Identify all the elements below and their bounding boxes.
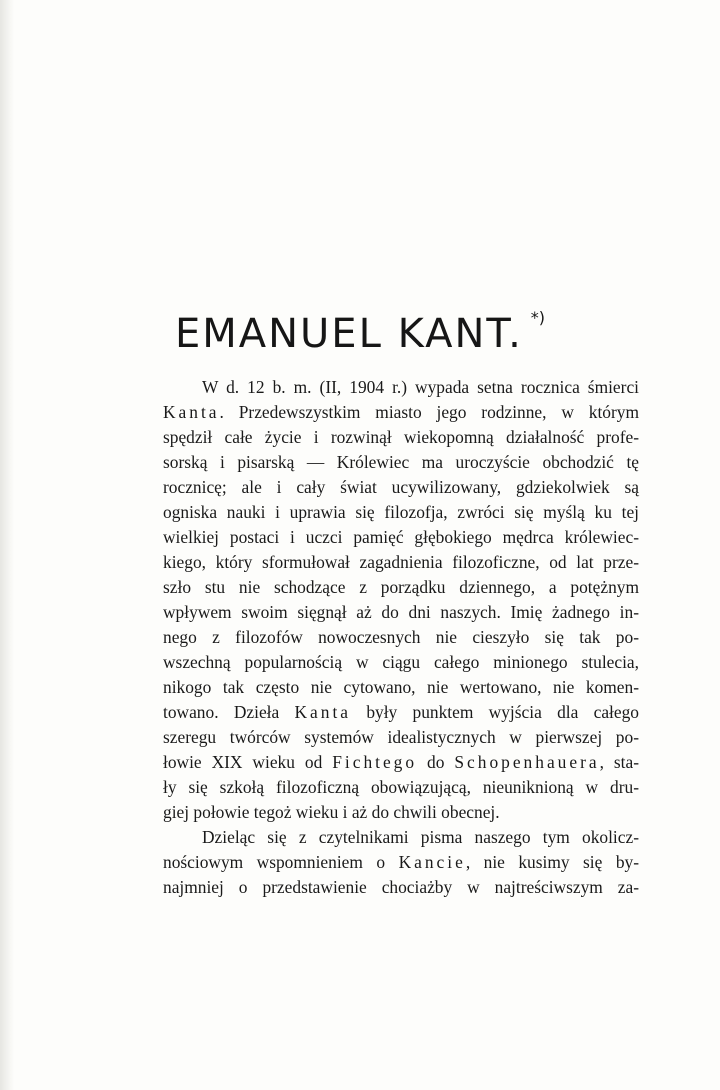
text-line xyxy=(163,550,639,575)
text-line xyxy=(163,400,639,425)
text-segment: najmniej o przedstawienie chociażby w najtreściwszym za- xyxy=(163,877,639,897)
text-segment: były punktem wyjścia dla całego xyxy=(351,702,639,722)
paragraph xyxy=(163,375,639,825)
spaced-name: Kanta xyxy=(163,402,220,422)
footnote-mark: *) xyxy=(530,308,546,327)
article-body xyxy=(163,375,639,900)
text-segment: , sta- xyxy=(599,752,639,772)
text-segment: szło stu nie schodzące z porządku dziennego, a potężnym xyxy=(163,577,639,597)
text-segment: W d. 12 b. m. (II, 1904 r.) wypada setna rocznica śmierci xyxy=(202,377,639,397)
text-segment: kiego, który sformułował zagadnienia filozoficzne, od lat prze- xyxy=(163,552,639,572)
text-segment: szeregu twórców systemów idealistycznych w pierwszej po- xyxy=(163,727,639,747)
text-segment: nego z filozofów nowoczesnych nie cieszyło się tak po- xyxy=(163,627,639,647)
paragraph xyxy=(163,825,639,900)
text-segment: wielkiej postaci i uczci pamięć głębokiego mędrca królewiec- xyxy=(163,527,639,547)
text-line xyxy=(163,700,639,725)
text-segment: łowie XIX wieku od xyxy=(163,752,333,772)
spaced-name: Kancie xyxy=(398,852,466,872)
page-edge xyxy=(0,0,14,1090)
text-line xyxy=(163,575,639,600)
text-segment: Dzieląc się z czytelnikami pisma naszego tym okolicz- xyxy=(202,827,639,847)
text-line xyxy=(163,775,639,800)
text-line xyxy=(163,675,639,700)
text-segment: rocznicę; ale i cały świat ucywilizowany, gdziekolwiek są xyxy=(163,477,639,497)
text-segment: towano. Dzieła xyxy=(163,702,295,722)
text-segment: giej połowie tegoż wieku i aż do chwili obecnej. xyxy=(163,802,500,822)
spaced-name: Fichtego xyxy=(332,752,418,772)
text-line xyxy=(163,725,639,750)
text-line xyxy=(163,750,639,775)
text-segment: wpływem swoim sięgnął aż do dni naszych. Imię żadnego in- xyxy=(163,602,639,622)
text-line xyxy=(163,875,639,900)
spaced-name: Kanta xyxy=(294,702,352,722)
text-segment: . Przedewszystkim miasto jego rodzinne, w którym xyxy=(219,402,639,422)
article-title xyxy=(0,293,720,359)
text-segment: spędził całe życie i rozwinął wiekopomną działalność profe- xyxy=(163,427,639,447)
text-segment: ły się szkołą filozoficzną obowiązującą, nieuniknioną w dru- xyxy=(163,777,639,797)
text-segment: sorską i pisarską — Królewiec ma uroczyście obchodzić tę xyxy=(163,452,639,472)
text-line xyxy=(163,850,639,875)
text-segment: nikogo tak często nie cytowano, nie wertowano, nie komen- xyxy=(163,677,639,697)
text-line xyxy=(163,525,639,550)
text-segment: do xyxy=(417,752,455,772)
spaced-name: Schopenhauera xyxy=(454,752,600,772)
text-segment: ogniska nauki i uprawia się filozofja, zwróci się myślą ku tej xyxy=(163,502,639,522)
text-line xyxy=(163,375,639,400)
text-line xyxy=(163,600,639,625)
text-line xyxy=(163,825,639,850)
text-line xyxy=(163,475,639,500)
text-line xyxy=(163,425,639,450)
text-segment: , nie kusimy się by- xyxy=(465,852,640,872)
text-line xyxy=(163,450,639,475)
article-title-text: EMANUEL KANT. xyxy=(174,311,523,357)
text-segment: wszechną popularnością w ciągu całego minionego stulecia, xyxy=(163,652,639,672)
text-line xyxy=(163,650,639,675)
text-segment: nościowym wspomnieniem o xyxy=(163,852,399,872)
text-line xyxy=(163,800,639,825)
text-line xyxy=(163,625,639,650)
text-line xyxy=(163,500,639,525)
